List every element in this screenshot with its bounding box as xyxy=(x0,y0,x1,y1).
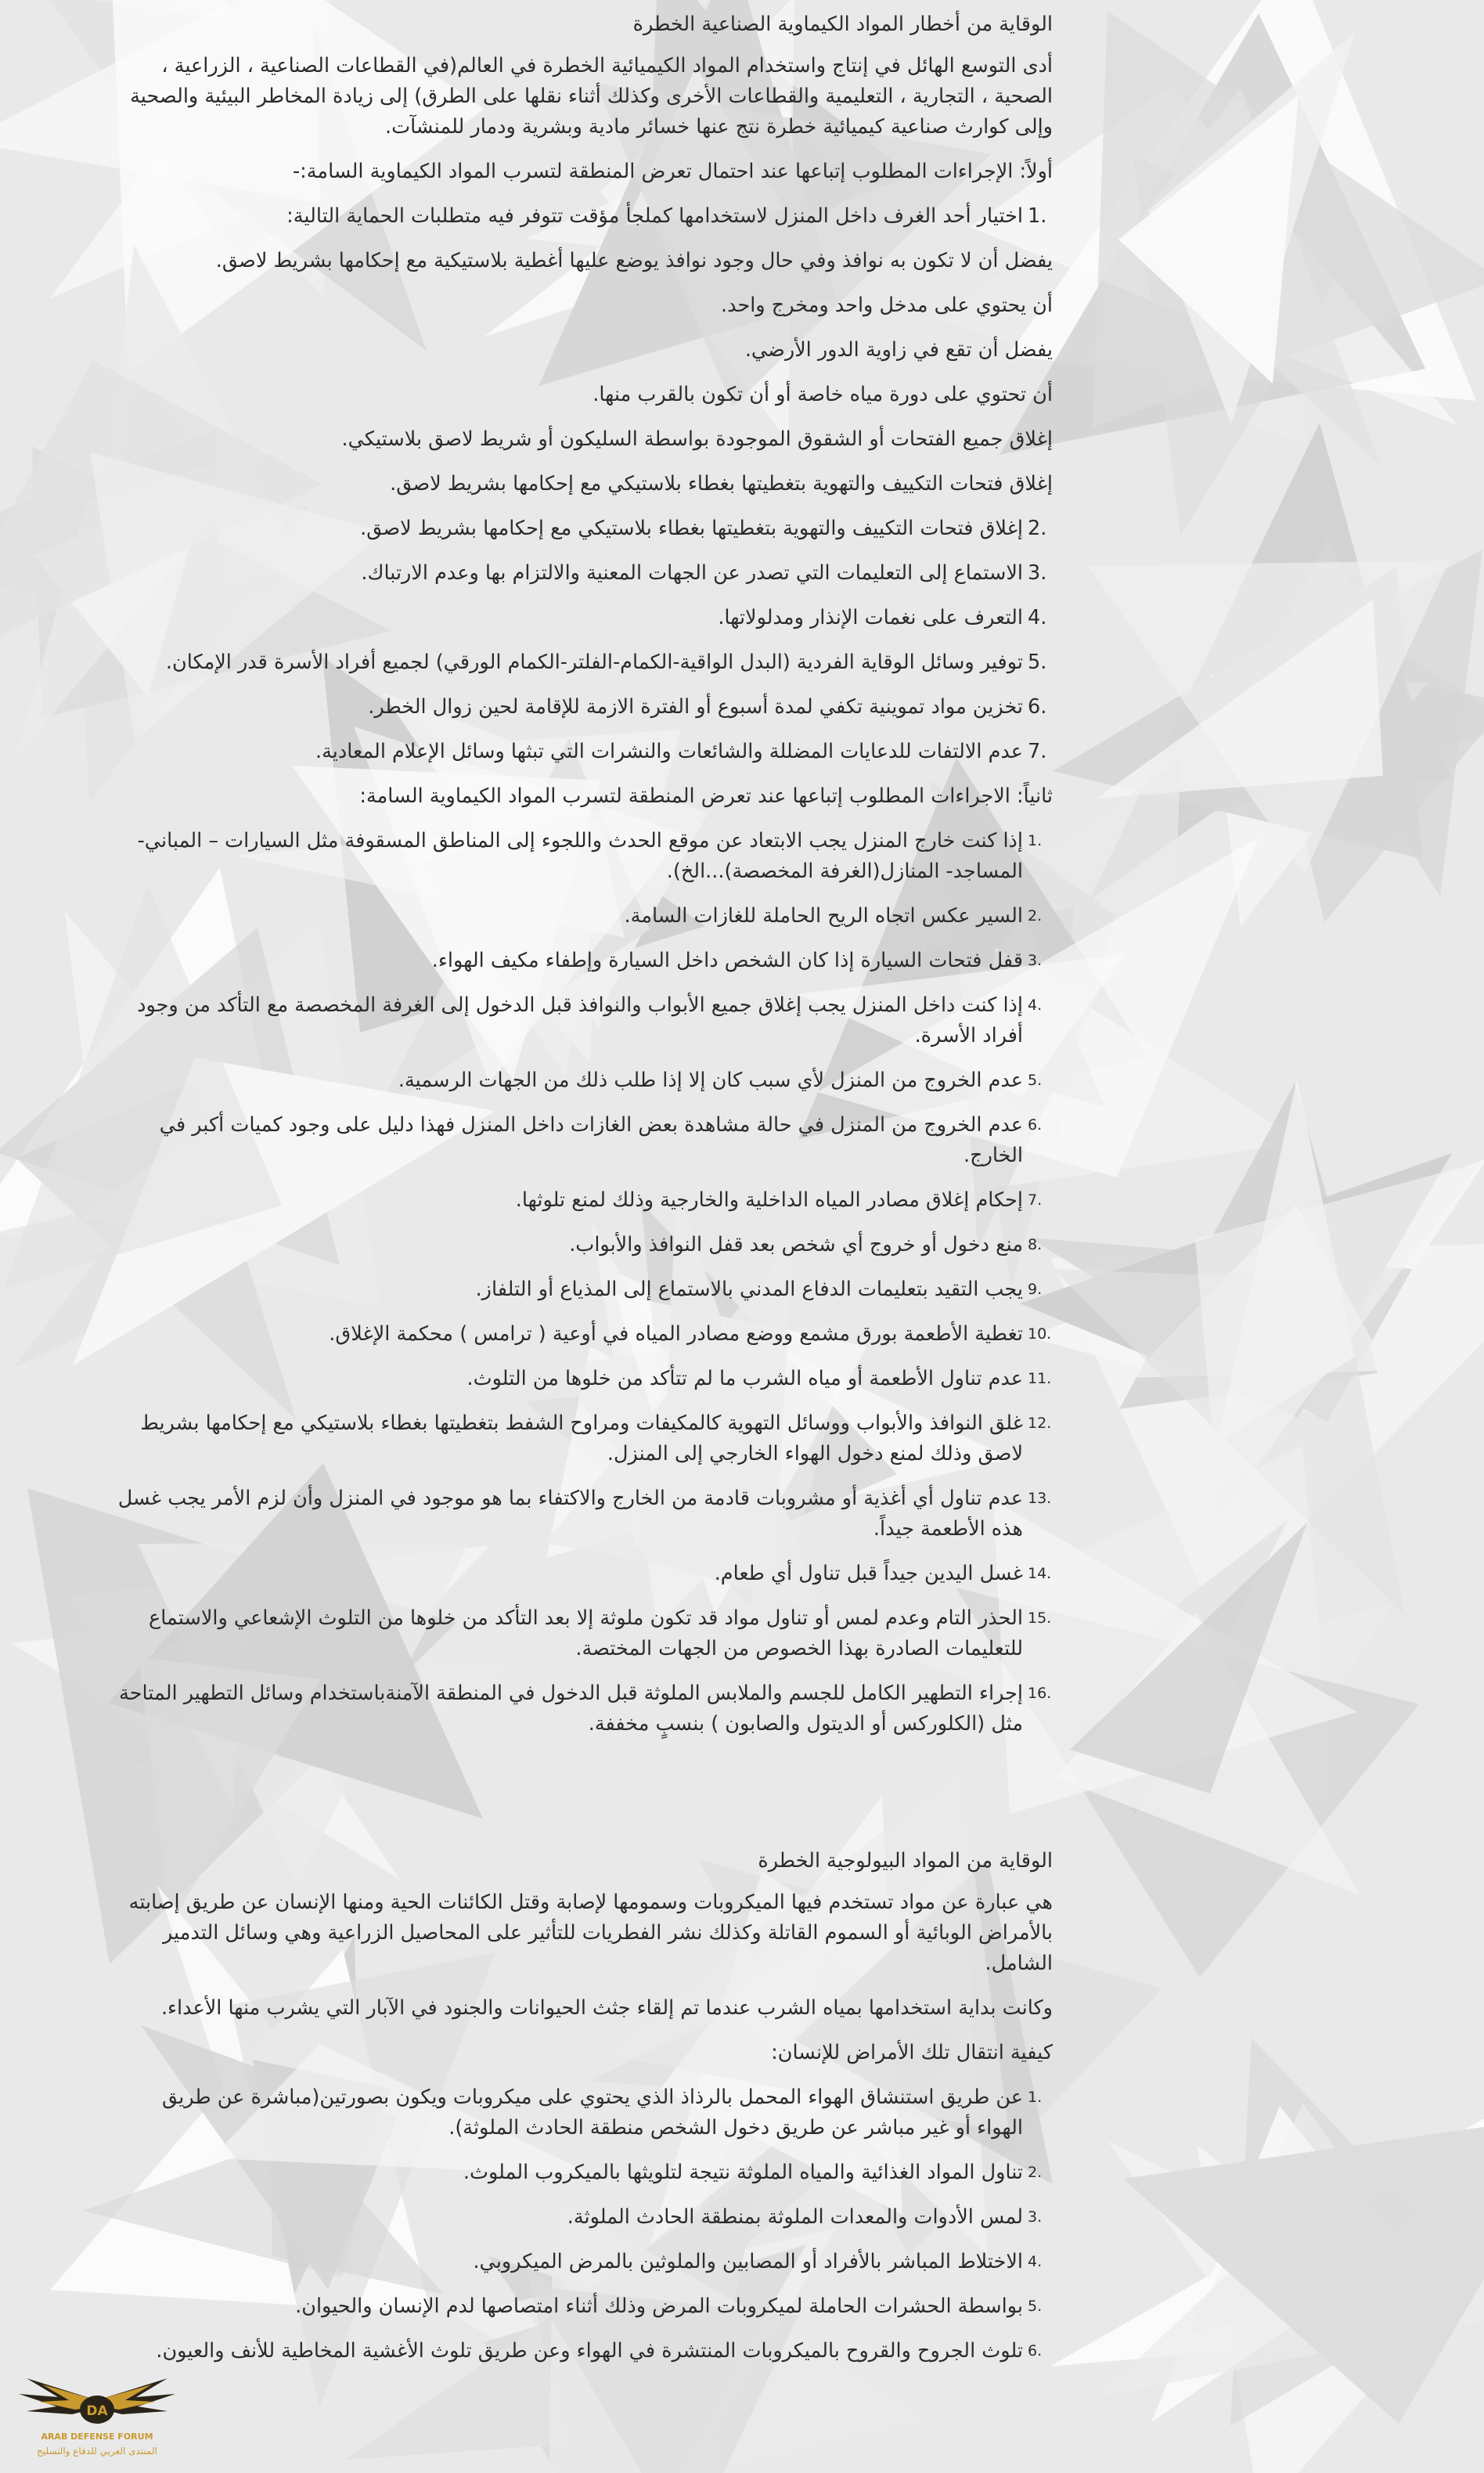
list-item xyxy=(117,2247,1043,2277)
list-item xyxy=(117,2202,1043,2233)
list-number: 14. xyxy=(1028,1565,1052,1582)
list-text: إحكام إغلاق مصادر المياه الداخلية والخارجية وذلك لمنع تلوثها. xyxy=(515,1188,1023,1212)
requirement-line: أن يحتوي على مدخل واحد ومخرج واحد. xyxy=(720,294,1053,317)
list-number: 2. xyxy=(1028,2164,1043,2181)
list-text: السير عكس اتجاه الريح الحاملة للغازات السامة. xyxy=(624,904,1023,928)
list-item xyxy=(117,1319,1052,1350)
list-text: توفير وسائل الوقاية الفردية (البدل الواقية-الكمام-الفلتر-الكمام الورقي) لجميع أفراد الأسرة قدر الإمكان. xyxy=(165,651,1023,674)
list-number: 6. xyxy=(1028,1116,1043,1134)
history-paragraph: وكانت بداية استخدامها بمياه الشرب عندما تم إلقاء جثث الحيوانات والجنود في الآبار التي يشرب منها الأعداء. xyxy=(160,1996,1053,2020)
list-number: 3. xyxy=(1028,2208,1043,2226)
list-item xyxy=(117,558,1047,589)
list-item xyxy=(117,1559,1052,1589)
list-number: 7. xyxy=(1028,1191,1043,1209)
list-item xyxy=(117,514,1047,544)
second-procedures-list xyxy=(117,826,1053,1739)
list-number: 7. xyxy=(1028,740,1047,763)
list-item xyxy=(117,1408,1052,1469)
list-number: 3. xyxy=(1028,952,1043,969)
transmission-heading: كيفية انتقال تلك الأمراض للإنسان: xyxy=(771,2041,1053,2064)
list-number: 8. xyxy=(1028,1236,1043,1253)
list-item xyxy=(117,1603,1052,1664)
list-number: 9. xyxy=(1028,1281,1043,1298)
list-text: إذا كنت خارج المنزل يجب الابتعاد عن موقع الحدث واللجوء إلى المناطق المسقوفة مثل السيارات – المباني-المساجد- المنازل(الغرفة المخصصة)...الخ). xyxy=(137,829,1023,883)
list-text: التعرف على نغمات الإنذار ومدلولاتها. xyxy=(718,606,1023,629)
first-procedures-heading: أولاً: الإجراءات المطلوب إتباعها عند احتمال تعرض المنطقة لتسرب المواد الكيماوية السامة:- xyxy=(292,160,1053,183)
logo-initials: DA xyxy=(86,2403,108,2419)
list-item xyxy=(117,603,1047,633)
list-text: عدم الخروج من المنزل لأي سبب كان إلا إذا طلب ذلك من الجهات الرسمية. xyxy=(398,1069,1023,1092)
list-text: بواسطة الحشرات الحاملة لميكروبات المرض وذلك أثناء امتصاصها لدم الإنسان والحيوان. xyxy=(295,2295,1023,2318)
second-procedures-heading: ثانياً: الاجراءات المطلوب إتباعها عند تعرض المنطقة لتسرب المواد الكيماوية السامة: xyxy=(359,784,1053,808)
requirement-line: أن تحتوي على دورة مياه خاصة أو أن تكون بالقرب منها. xyxy=(593,383,1053,406)
list-text: غسل اليدين جيداً قبل تناول أي طعام. xyxy=(714,1562,1023,1585)
list-number: 5. xyxy=(1028,651,1047,674)
list-number: 1. xyxy=(1028,204,1047,228)
list-item xyxy=(117,1678,1052,1739)
list-item xyxy=(117,1274,1043,1305)
list-item xyxy=(117,1364,1052,1394)
requirement-line: إغلاق جميع الفتحات أو الشقوق الموجودة بواسطة السليكون أو شريط لاصق بلاستيكي. xyxy=(341,427,1053,451)
shelter-room-list xyxy=(117,201,1053,232)
list-text: تغطية الأطعمة بورق مشمع ووضع مصادر المياه في أوعية ( ترامس ) محكمة الإغلاق. xyxy=(329,1322,1023,1346)
list-text: اختيار أحد الغرف داخل المنزل لاستخدامها كملجأ مؤقت تتوفر فيه متطلبات الحماية التالية: xyxy=(286,204,1023,228)
list-item xyxy=(117,1230,1043,1260)
list-number: 6. xyxy=(1028,695,1047,719)
list-text: لمس الأدوات والمعدات الملوثة بمنطقة الحادث الملوثة. xyxy=(567,2205,1023,2229)
list-text: قفل فتحات السيارة إذا كان الشخص داخل السيارة وإطفاء مكيف الهواء. xyxy=(431,949,1023,972)
list-text: إذا كنت داخل المنزل يجب إغلاق جميع الأبواب والنوافذ قبل الدخول إلى الغرفة المخصصة مع التأكد من وجود أفراد الأسرة. xyxy=(137,993,1023,1047)
list-item xyxy=(117,901,1043,932)
list-item xyxy=(117,737,1047,767)
list-text: منع دخول أو خروج أي شخص بعد قفل النوافذ والأبواب. xyxy=(569,1233,1023,1256)
list-item xyxy=(117,2336,1043,2367)
section-spacer xyxy=(117,1754,1053,1846)
list-text: الاستماع إلى التعليمات التي تصدر عن الجهات المعنية والالتزام بها وعدم الارتباك. xyxy=(361,561,1023,585)
section-title-chemical: الوقاية من أخطار المواد الكيماوية الصناعية الخطرة xyxy=(632,13,1053,36)
section-title-biological: الوقاية من المواد البيولوجية الخطرة xyxy=(758,1849,1053,1873)
eagle-emblem-icon xyxy=(11,2370,183,2433)
requirement-line: يفضل أن لا تكون به نوافذ وفي حال وجود نوافذ يوضع عليها أغطية بلاستيكية مع إحكامها بشريط لاصق. xyxy=(215,249,1053,272)
list-item xyxy=(117,1065,1043,1096)
list-item xyxy=(117,2082,1043,2143)
list-item xyxy=(117,647,1047,678)
list-number: 12. xyxy=(1028,1415,1052,1432)
intro-paragraph-biological: هي عبارة عن مواد تستخدم فيها الميكروبات وسمومها لإصابة وقتل الكائنات الحية ومنها الإنسان عن طريق إصابته بالأمراض الوبائية أو السموم القاتلة وكذلك نشر الفطريات للتأثير على المحاصيل الزراعية وهي وسائل التدمير الشامل. xyxy=(128,1891,1053,1975)
list-text: غلق النوافذ والأبواب ووسائل التهوية كالمكيفات ومراوح الشفط بتغطيتها بغطاء بلاستيكي مع إحكامها بشريط لاصق وذلك لمنع دخول الهواء الخارجي إلى المنزل. xyxy=(140,1411,1023,1465)
list-number: 5. xyxy=(1028,1072,1043,1089)
list-text: تناول المواد الغذائية والمياه الملوثة نتيجة لتلويثها بالميكروب الملوث. xyxy=(463,2161,1023,2184)
list-item xyxy=(117,1110,1043,1171)
list-number: 15. xyxy=(1028,1610,1052,1627)
list-item xyxy=(117,946,1043,976)
list-text: عدم الالتفات للدعايات المضللة والشائعات والنشرات التي تبثها وسائل الإعلام المعادية. xyxy=(315,740,1023,763)
logo-tagline: المنتدى العربي للدفاع والتسليح xyxy=(37,2446,157,2457)
list-text: إجراء التطهير الكامل للجسم والملابس الملوثة قبل الدخول في المنطقة الآمنةباستخدام وسائل التطهير المتاحة مثل (الكلوركس أو الديتول والصابون ) بنسبٍ مخففة. xyxy=(119,1682,1023,1736)
list-number: 5. xyxy=(1028,2298,1043,2315)
arab-defense-forum-logo xyxy=(11,2370,183,2468)
list-number: 13. xyxy=(1028,1490,1052,1507)
transmission-list xyxy=(117,2082,1053,2367)
list-text: عدم تناول أي أغذية أو مشروبات قادمة من الخارج والاكتفاء بما هو موجود في المنزل وأن لزم الأمر يجب غسل هذه الأطعمة جيداً. xyxy=(117,1487,1023,1541)
list-text: عدم الخروج من المنزل في حالة مشاهدة بعض الغازات داخل المنزل فهذا دليل على وجود كميات أكبر في الخارج. xyxy=(159,1113,1023,1167)
list-item xyxy=(117,201,1047,232)
list-item xyxy=(117,2291,1043,2322)
list-text: يجب التقيد بتعليمات الدفاع المدني بالاستماع إلى المذياع أو التلفاز. xyxy=(475,1278,1023,1301)
logo-name: ARAB DEFENSE FORUM xyxy=(41,2432,153,2442)
list-text: تلوث الجروح والقروح بالميكروبات المنتشرة في الهواء وعن طريق تلوث الأغشية المخاطية للأنف والعيون. xyxy=(156,2339,1023,2363)
list-number: 1. xyxy=(1028,2089,1043,2106)
intro-paragraph-chemical: أدى التوسع الهائل في إنتاج واستخدام المواد الكيميائية الخطرة في العالم(في القطاعات الصناعية ، الزراعية ، الصحية ، التجارية ، التعليمية والقطاعات الأخرى وكذلك أثناء نقلها على الطرق) إلى زيادة المخاطر البيئية والصحية وإلى كوارث صناعية كيميائية خطرة نتج عنها خسائر مادية وبشرية ودمار للمنشآت. xyxy=(130,54,1053,139)
requirement-line: إغلاق فتحات التكييف والتهوية بتغطيتها بغطاء بلاستيكي مع إحكامها بشريط لاصق. xyxy=(390,472,1053,496)
list-item xyxy=(117,1483,1052,1545)
list-text: الحذر التام وعدم لمس أو تناول مواد قد تكون ملوثة إلا بعد التأكد من خلوها من التلوث الإشعاعي والاستماع للتعليمات الصادرة بهذا الخصوص من الجهات المختصة. xyxy=(149,1606,1023,1660)
list-number: 1. xyxy=(1028,832,1043,849)
list-number: 16. xyxy=(1028,1685,1052,1702)
list-text: إغلاق فتحات التكييف والتهوية بتغطيتها بغطاء بلاستيكي مع إحكامها بشريط لاصق. xyxy=(360,517,1023,540)
document-body xyxy=(117,9,1053,2381)
list-number: 6. xyxy=(1028,2342,1043,2359)
list-item xyxy=(117,826,1043,887)
list-number: 10. xyxy=(1028,1325,1052,1343)
list-text: عدم تناول الأطعمة أو مياه الشرب ما لم تتأكد من خلوها من التلوث. xyxy=(466,1367,1023,1390)
list-number: 3. xyxy=(1028,561,1047,585)
first-procedures-list xyxy=(117,514,1053,767)
room-requirements xyxy=(117,246,1053,499)
list-item xyxy=(117,990,1043,1051)
list-number: 2. xyxy=(1028,517,1047,540)
list-number: 11. xyxy=(1028,1370,1052,1387)
list-item xyxy=(117,692,1047,723)
list-number: 2. xyxy=(1028,907,1043,925)
list-number: 4. xyxy=(1028,997,1043,1014)
requirement-line: يفضل أن تقع في زاوية الدور الأرضي. xyxy=(744,338,1053,362)
list-text: الاختلاط المباشر بالأفراد أو المصابين والملوثين بالمرض الميكروبي. xyxy=(473,2250,1023,2273)
list-number: 4. xyxy=(1028,606,1047,629)
list-item xyxy=(117,2158,1043,2188)
list-item xyxy=(117,1185,1043,1216)
list-text: عن طريق استنشاق الهواء المحمل بالرذاذ الذي يحتوي على ميكروبات ويكون بصورتين(مباشرة عن طريق الهواء أو غير مباشر عن طريق دخول الشخص منطقة الحادث الملوثة). xyxy=(161,2085,1023,2140)
list-text: تخزين مواد تموينية تكفي لمدة أسبوع أو الفترة الازمة للإقامة لحين زوال الخطر. xyxy=(368,695,1023,719)
list-number: 4. xyxy=(1028,2253,1043,2270)
